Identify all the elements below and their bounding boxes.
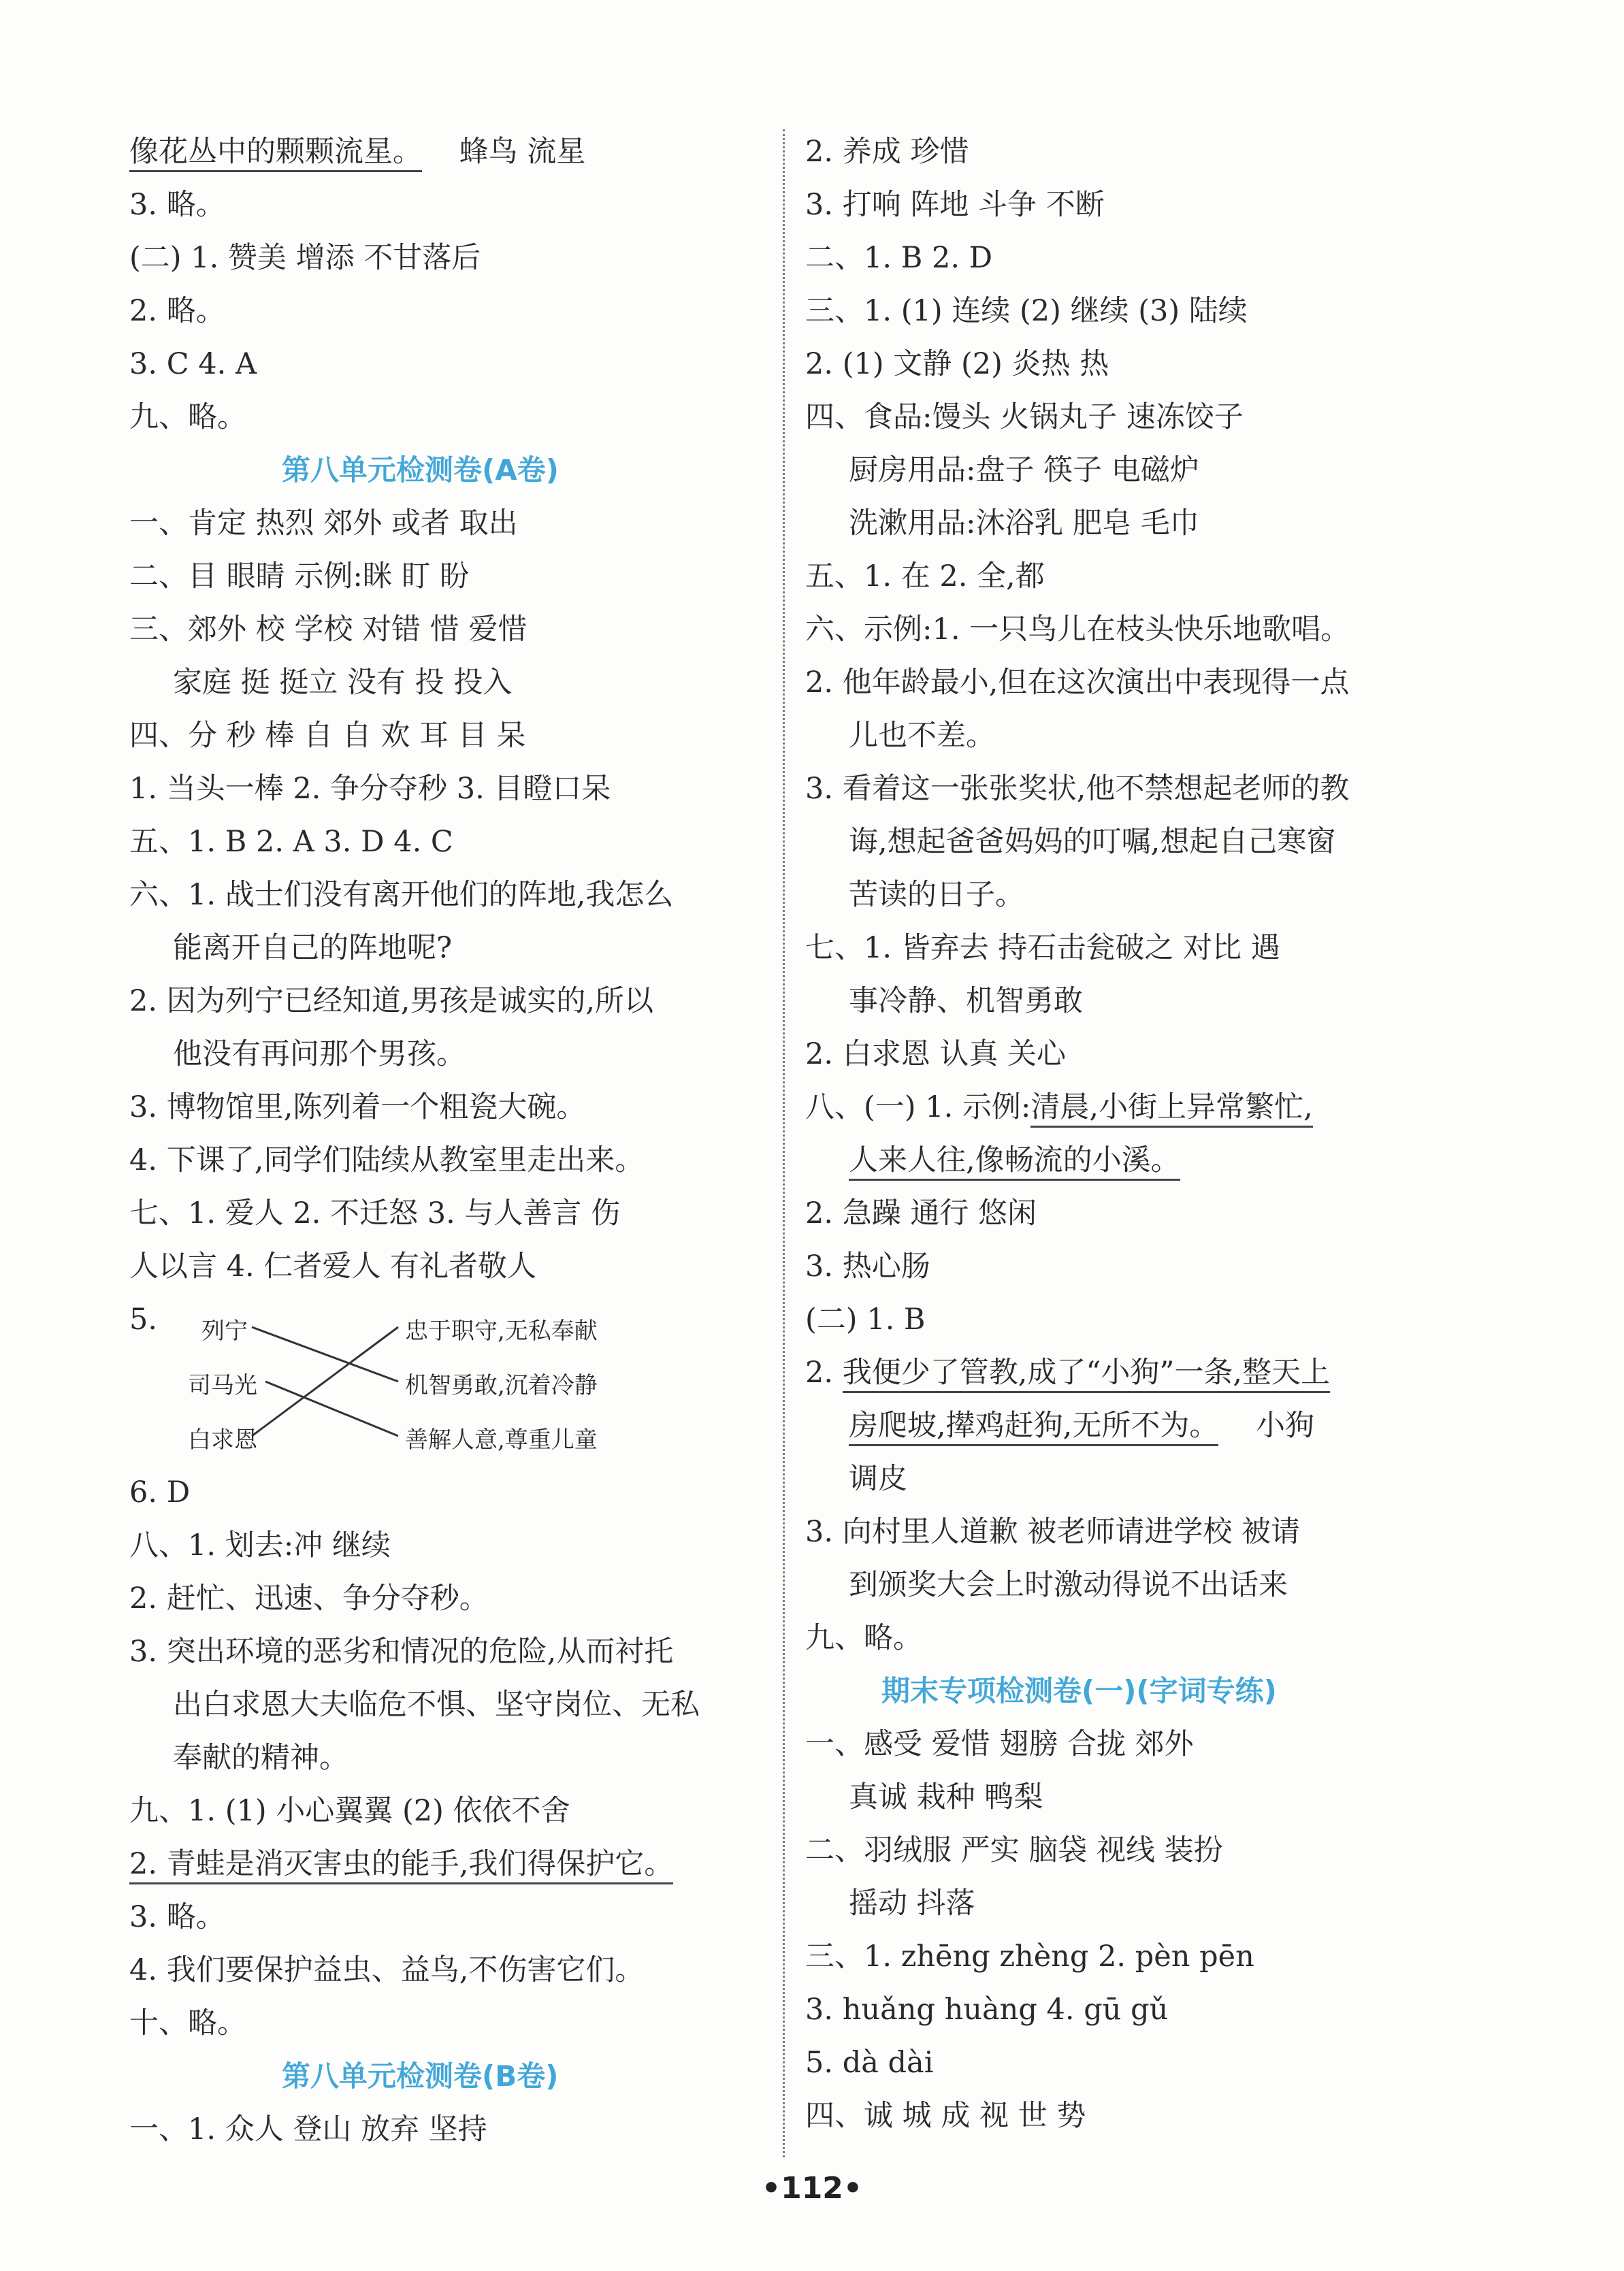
answer-line: 2. 他年龄最小,但在这次演出中表现得一点 [805, 666, 1350, 700]
answer-line [805, 1352, 1330, 1393]
answer-line: 儿也不差。 [849, 719, 995, 753]
section-heading: 第八单元检测卷(B卷) [282, 2059, 559, 2093]
answer-line: 二、1. B 2. D [805, 241, 993, 275]
answer-line [129, 1844, 673, 1884]
answer-line: 3. 略。 [129, 188, 225, 222]
answer-text: 小狗 [1256, 1409, 1315, 1443]
answer-line: 三、郊外 校 学校 对错 惜 爱惜 [129, 612, 527, 647]
answer-line: 4. 下课了,同学们陆续从教室里走出来。 [129, 1143, 645, 1177]
answer-line: 3. C 4. A [129, 347, 257, 381]
answer-line: 3. 突出环境的恶劣和情况的危险,从而衬托 [129, 1635, 674, 1669]
column-divider [783, 129, 785, 2157]
answer-line: 七、1. 皆弃去 持石击瓮破之 对比 遇 [805, 931, 1280, 965]
underlined-answer: 房爬坡,撵鸡赶狗,无所不为。 [849, 1409, 1218, 1446]
answer-line: (二) 1. 赞美 增添 不甘落后 [129, 241, 481, 275]
answer-line: 能离开自己的阵地呢? [173, 931, 453, 965]
answer-line: 苦读的日子。 [849, 878, 1024, 912]
answer-line: 九、1. (1) 小心翼翼 (2) 依依不舍 [129, 1794, 570, 1828]
underlined-answer: 人来人往,像畅流的小溪。 [849, 1143, 1180, 1181]
answer-text: 蜂鸟 流星 [459, 135, 586, 169]
answer-line: 5. [129, 1303, 158, 1337]
answer-line [849, 1405, 1314, 1446]
section-heading: 第八单元检测卷(A卷) [282, 453, 559, 487]
answer-line: 奉献的精神。 [173, 1741, 348, 1775]
answer-line: 五、1. 在 2. 全,都 [805, 559, 1045, 593]
answer-line [129, 131, 585, 172]
answer-line: 3. 博物馆里,陈列着一个粗瓷大碗。 [129, 1090, 586, 1124]
answer-line: 3. 看着这一张张奖状,他不禁想起老师的教 [805, 772, 1350, 806]
answer-line: 一、1. 众人 登山 放弃 坚持 [129, 2112, 487, 2146]
answer-line: 三、1. (1) 连续 (2) 继续 (3) 陆续 [805, 294, 1248, 328]
answer-line: 二、羽绒服 严实 脑袋 视线 装扮 [805, 1833, 1223, 1867]
answer-line [849, 1140, 1180, 1181]
answer-line: 九、略。 [129, 400, 246, 434]
answer-line: 2. 因为列宁已经知道,男孩是诚实的,所以 [129, 984, 654, 1018]
answer-line: 六、示例:1. 一只鸟儿在枝头快乐地歌唱。 [805, 612, 1350, 647]
answer-text: 八、(一) 1. 示例: [805, 1090, 1031, 1124]
section-heading: 期末专项检测卷(一)(字词专练) [881, 1674, 1277, 1708]
answer-line: 3. 略。 [129, 1900, 225, 1934]
answer-line: 八、1. 划去:冲 继续 [129, 1529, 391, 1563]
answer-line: 五、1. B 2. A 3. D 4. C [129, 825, 453, 859]
match-line [265, 1382, 398, 1436]
answer-line: 十、略。 [129, 2006, 246, 2040]
match-left-item: 司马光 [188, 1372, 257, 1399]
answer-line: 人以言 4. 仁者爱人 有礼者敬人 [129, 1249, 537, 1284]
underlined-answer: 像花丛中的颗颗流星。 [129, 135, 422, 172]
match-left-item: 白求恩 [188, 1426, 257, 1454]
answer-line: 一、感受 爱惜 翅膀 合拢 郊外 [805, 1727, 1194, 1761]
answer-line: 真诚 栽种 鸭梨 [849, 1780, 1043, 1814]
page-number: •112• [761, 2171, 863, 2206]
answer-line: 2. 赶忙、迅速、争分夺秒。 [129, 1582, 489, 1616]
answer-line: 三、1. zhēng zhèng 2. pèn pēn [805, 1940, 1254, 1974]
answer-line: 到颁奖大会上时激动得说不出话来 [849, 1568, 1288, 1602]
answer-line: 洗漱用品:沐浴乳 肥皂 毛巾 [849, 506, 1199, 540]
answer-line: 2. 急躁 通行 悠闲 [805, 1196, 1037, 1230]
answer-line: 3. 打响 阵地 斗争 不断 [805, 188, 1105, 222]
answer-line: 摇动 抖落 [849, 1886, 975, 1921]
answer-line: 6. D [129, 1475, 191, 1509]
answer-line: 调皮 [849, 1462, 907, 1496]
answer-line: 4. 我们要保护益虫、益鸟,不伤害它们。 [129, 1953, 645, 1987]
match-right-item: 忠于职守,无私奉献 [405, 1318, 598, 1345]
answer-line: 九、略。 [805, 1621, 922, 1655]
answer-line: 他没有再问那个男孩。 [173, 1037, 466, 1071]
answer-line: 事冷静、机智勇敢 [849, 984, 1083, 1018]
answer-line: 5. dà dài [805, 2046, 934, 2080]
answer-line: 2. 养成 珍惜 [805, 135, 969, 169]
answer-line: 四、分 秒 棒 自 自 欢 耳 目 呆 [129, 719, 526, 753]
answer-text: 2. [805, 1356, 843, 1390]
underlined-answer: 清晨,小街上异常繁忙, [1030, 1090, 1312, 1128]
answer-line: 2. (1) 文静 (2) 炎热 热 [805, 347, 1109, 381]
answer-line: 一、肯定 热烈 郊外 或者 取出 [129, 506, 518, 540]
answer-line: 3. 热心肠 [805, 1249, 930, 1284]
underlined-answer: 我便少了管教,成了“小狗”一条,整天上 [843, 1356, 1330, 1393]
match-left-item: 列宁 [201, 1318, 248, 1345]
answer-line: (二) 1. B [805, 1303, 926, 1337]
answer-line: 出白求恩大夫临危不惧、坚守岗位、无私 [173, 1688, 700, 1722]
answer-line: 二、目 眼睛 示例:眯 盯 盼 [129, 559, 470, 593]
answer-line: 3. huǎng huàng 4. gū gǔ [805, 1993, 1169, 2027]
answer-line: 厨房用品:盘子 筷子 电磁炉 [849, 453, 1199, 487]
match-right-item: 机智勇敢,沉着冷静 [405, 1372, 598, 1399]
answer-line: 家庭 挺 挺立 没有 投 投入 [173, 666, 513, 700]
underlined-answer: 2. 青蛙是消灭害虫的能手,我们得保护它。 [129, 1847, 673, 1884]
answer-line: 2. 白求恩 认真 关心 [805, 1037, 1067, 1071]
answer-line: 七、1. 爱人 2. 不迁怒 3. 与人善言 伤 [129, 1196, 621, 1230]
match-line [252, 1327, 398, 1382]
answer-line [805, 1087, 1313, 1128]
answer-line: 四、食品:馒头 火锅丸子 速冻饺子 [805, 400, 1244, 434]
answer-line: 1. 当头一棒 2. 争分夺秒 3. 目瞪口呆 [129, 772, 611, 806]
answer-line: 六、1. 战士们没有离开他们的阵地,我怎么 [129, 878, 674, 912]
match-right-item: 善解人意,尊重儿童 [405, 1426, 598, 1454]
match-line [252, 1327, 398, 1436]
matching-diagram [129, 1301, 756, 1458]
answer-line: 诲,想起爸爸妈妈的叮嘱,想起自己寒窗 [849, 825, 1336, 859]
answer-line: 四、诚 城 成 视 世 势 [805, 2099, 1086, 2133]
answer-line: 2. 略。 [129, 294, 225, 328]
answer-line: 3. 向村里人道歉 被老师请进学校 被请 [805, 1515, 1301, 1549]
